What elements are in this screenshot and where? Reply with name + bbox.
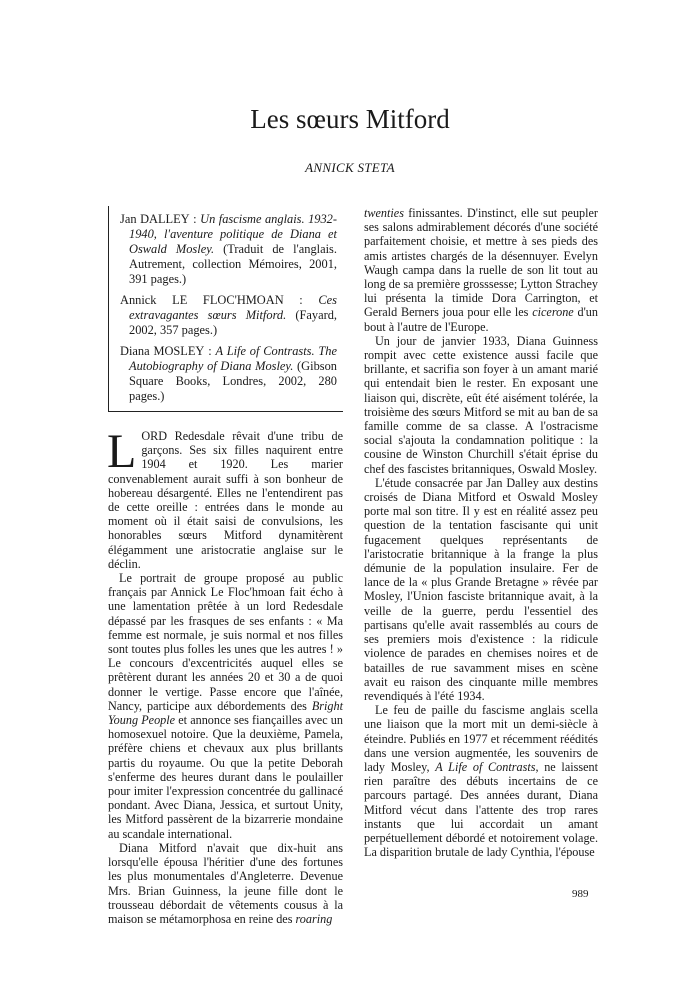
bibliography-entry: Jan DALLEY : Un fascisme anglais. 1932-1940, l'aventure politique de Diana et Oswald Mosley. (Traduit de l'anglais. Autrement, collection Mémoires, 2001, 391 pages.) bbox=[120, 212, 337, 286]
paragraph: twenties finissantes. D'instinct, elle sut peupler ses salons admirablement décorés d'une société parfaitement choisie, et mettre à ses pieds des amis artistes chargés de la désennuyer. Evelyn Waugh campa dans la ruelle de son lit tout au long de sa première grosssesse; Lytton Strachey lui présenta la timide Dora Carrington, et Gerald Berners joua pour elle les cicerone d'un bout à l'autre de l'Europe. bbox=[364, 206, 598, 334]
paragraph: Diana Mitford n'avait que dix-huit ans lorsqu'elle épousa l'héritier d'une des fortunes les plus monumentales d'Angleterre. Devenue Mrs. Brian Guinness, la jeune fille dont le trousseau débordait de vêtements cousus à la maison se métamorphosa en reine des roaring bbox=[108, 840, 343, 926]
left-column bbox=[108, 206, 343, 926]
paragraph: Un jour de janvier 1933, Diana Guinness rompit avec cette existence aussi facile que brillante, et sacrifia son foyer à un amant marié qui entendait bien le rester. En exposant une liaison qui, discrète, eût été aisément tolérée, la troisième des sœurs Mitford se mit au ban de sa famille comme de sa classe. A l'ostracisme social s'ajouta la condamnation politique : la cousine de Winston Churchill s'était éprise du chef des fascistes britanniques, Oswald Mosley. bbox=[364, 333, 598, 476]
paragraph: Le portrait de groupe proposé au public français par Annick Le Floc'hmoan fait écho à une lamentation prêtée à un lord Redesdale dépassé par les frasques de ses enfants : « Ma femme est normale, je suis normal et nos filles sont toutes plus folles les unes que les autres ! » Le concours d'excentricités auquel elles se prêtèrent durant les années 20 et 30 a de quoi donner le vertige. Passe encore que l'aînée, Nancy, participe aux débordements des Bright Young People et annonce ses fiançailles avec un homosexuel notoire. Que la deuxième, Pamela, préfère chiens et chevaux aux plus brillants partis du royaume. Ou que la petite Deborah s'enferme des heures durant dans le poulailler pour imiter l'expression concentrée du gallinacé pondant. Avec Diana, Jessica, et surtout Unity, les Mitford passèrent de la bizarrerie mondaine au scandale international. bbox=[108, 571, 343, 841]
bibliography-box bbox=[108, 206, 343, 412]
bibliography-entry: Annick LE FLOC'HMOAN : Ces extravagantes sœurs Mitford. (Fayard, 2002, 357 pages.) bbox=[120, 293, 337, 337]
bibliography-entry: Diana MOSLEY : A Life of Contrasts. The Autobiography of Diana Mosley. (Gibson Square Books, Londres, 2002, 280 pages.) bbox=[120, 344, 337, 403]
body-text-left bbox=[107, 425, 343, 926]
article-title: Les sœurs Mitford bbox=[250, 104, 450, 134]
page-number: 989 bbox=[572, 888, 589, 900]
article-author: ANNICK STETA bbox=[305, 160, 395, 175]
drop-cap: L bbox=[107, 425, 137, 478]
right-column bbox=[364, 206, 598, 859]
paragraph: Le feu de paille du fascisme anglais scella une liaison que la mort mit un demi-siècle à éteindre. Publiés en 1977 et récemment réédités dans une version augmentée, les souvenirs de lady Mosley, A Life of Contrasts, ne laissent rien paraître des débuts incertains de ce parcours partagé. Des années durant, Diana Mitford vécut dans l'attente des trop rares instants que lui accordait un amant perpétuellement débordé et notoirement volage. La disparition brutale de lady Cynthia, l'épouse bbox=[364, 703, 598, 860]
paragraph: LORD Redesdale rêvait d'une tribu de garçons. Ses six filles naquirent entre 1904 et 1920. Les marier convenablement aurait suffi à son bonheur de hobereau désargenté. Elles ne l'entendirent pas de cette oreille : entrées dans le monde au moment où il était saisi de convulsions, les honorables sœurs Mitford dynamitèrent élégamment une aristocratie anglaise sur le déclin. bbox=[107, 425, 343, 571]
paragraph: L'étude consacrée par Jan Dalley aux destins croisés de Diana Mitford et Oswald Mosley porte mal son titre. Il y est en réalité assez peu question de la tentation fascisante qui unit fugacement quelques représentants de l'aristocratie britannique à la frange la plus démunie de la population insulaire. Fer de lance de la « plus Grande Bretagne » rêvée par Mosley, l'Union fasciste britannique avait, à la veille de la guerre, perdu l'essentiel des partisans qu'elle avait rassemblés au cours de ses premiers mois d'existence : la ridicule violence de parades en chemises noires et de batailles de rue savamment mises en scène avait eu raison des cinquante mille membres revendiqués à l'été 1934. bbox=[364, 475, 598, 703]
